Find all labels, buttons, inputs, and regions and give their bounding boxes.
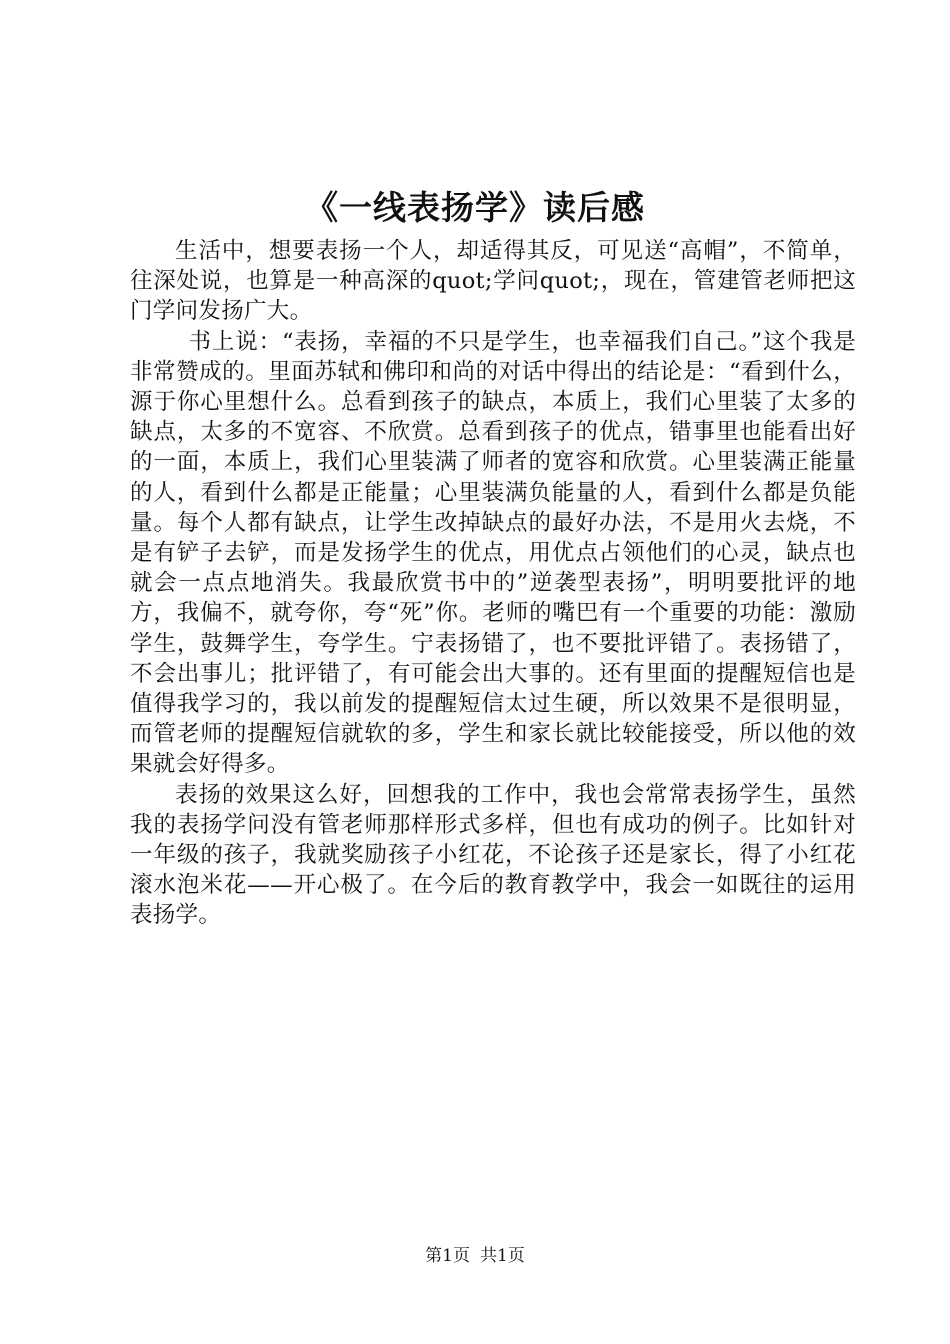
- paragraph-2: 书上说：“表扬，幸福的不只是学生，也幸福我们自己。”这个我是非常赞成的。里面苏轼和佛印和尚的对话中得出的结论是：“看到什么，源于你心里想什么。总看到孩子的缺点，本质上，我们心里装了太多的缺点，太多的不宽容、不欣赏。总看到孩子的优点，错事里也能看出好的一面，本质上，我们心里装满了师者的宽容和欣赏。心里装满正能量的人，看到什么都是正能量；心里装满负能量的人，看到什么都是负能量。每个人都有缺点，让学生改掉缺点的最好办法，不是用火去烧，不是有铲子去铲，而是发扬学生的优点，用优点占领他们的心灵，缺点也就会一点点地消失。我最欣赏书中的”逆袭型表扬”，明明要批评的地方，我偏不，就夸你，夸“死”你。老师的嘴巴有一个重要的功能：激励学生，鼓舞学生，夸学生。宁表扬错了，也不要批评错了。表扬错了，不会出事儿；批评错了，有可能会出大事的。还有里面的提醒短信也是值得我学习的，我以前发的提醒短信太过生硬，所以效果不是很明显，而管老师的提醒短信就软的多，学生和家长就比较能接受，所以他的效果就会好得多。: [130, 328, 856, 778]
- document-body: [130, 236, 856, 931]
- page-number: 第1页: [425, 1246, 470, 1266]
- paragraph-1: 生活中，想要表扬一个人，却适得其反，可见送“高帽”，不简单，往深处说，也算是一种高深的quot;学问quot;，现在，管建管老师把这门学问发扬广大。: [130, 238, 856, 325]
- page-footer: [0, 1245, 950, 1267]
- page-total: 共1页: [480, 1246, 525, 1266]
- document-title: 《一线表扬学》读后感: [305, 188, 645, 227]
- paragraph-3: 表扬的效果这么好，回想我的工作中，我也会常常表扬学生，虽然我的表扬学问没有管老师那样形式多样，但也有成功的例子。比如针对一年级的孩子，我就奖励孩子小红花，不论孩子还是家长，得了小红花滚水泡米花——开心极了。在今后的教育教学中，我会一如既往的运用表扬学。: [130, 781, 856, 929]
